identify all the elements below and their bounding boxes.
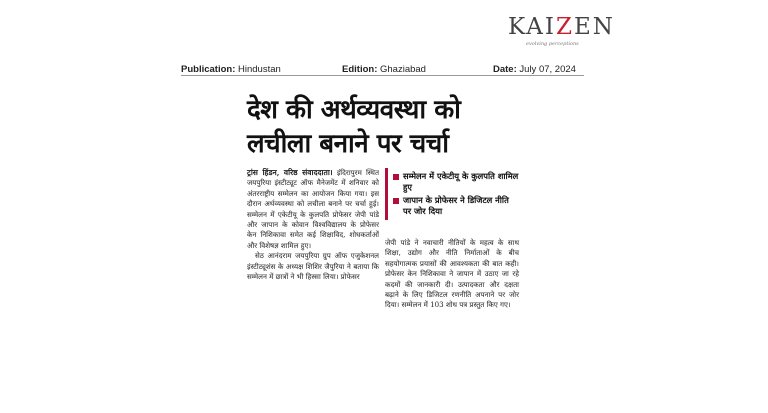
headline-line-2: लचीला बनाने पर चर्चा [247, 129, 449, 159]
bullet-square-icon [393, 174, 399, 180]
logo-tagline: evolving perceptions [526, 41, 579, 47]
highlight-text: सम्मेलन में एकेटीयू के कुलपति शामिल हुए [403, 171, 519, 192]
edition-label: Edition: [342, 64, 378, 75]
date-label: Date: [493, 64, 517, 75]
right-paragraph-1: जेपी पांडे ने नवाचारी नीतियों के महत्व के साथ शिक्षा, उद्योग और नीति निर्माताओं के बीच सहयोगात्मक प्रयासों की आवश्यकता की बात कही। प्रोफेसर केन निशिकावा ने जापान में उठाए जा रहे कदमों की जानकारी दी। उत्पादकता और दक्षता बढ़ाने के लिए डिजिटल रणनीति अपनाने पर जोर दिया। सम्मेलन में 103 शोध पत्र प्रस्तुत किए गए। [385, 238, 519, 310]
news-clipping [247, 90, 519, 352]
date-field [493, 64, 576, 75]
logo-text-z: Z [555, 14, 574, 40]
highlight-item [393, 195, 519, 217]
publication-field [181, 64, 281, 75]
header-divider [181, 75, 584, 76]
byline: ट्रांस हिंडन, वरिष्ठ संवाददाता। [247, 168, 333, 177]
left-paragraph-1: इंदिरापुरम स्थित जयपुरिया इंस्टीट्यूट ऑफ मैनेजमेंट में शनिवार को अंतरराष्ट्रीय सम्मेलन का आयोजन किया गया। इस दौरान अर्थव्यवस्था को लचीला बनाने पर चर्चा हुई। सम्मेलन में एकेटीयू के कुलपति प्रोफेसर जेपी पांडे और जापान के कोवान विश्वविद्यालय के प्रोफेसर केन निशिकावा समेत कई शिक्षाविद, शोधकर्ताओं और विशेषज्ञ शामिल हुए। [247, 168, 379, 250]
logo-text-post: EN [573, 14, 615, 40]
article-column-right [385, 238, 519, 311]
publication-value: Hindustan [238, 64, 281, 75]
left-paragraph-2: सेठ आनंदराम जयपुरिया ग्रुप ऑफ एजुकेशनल इंस्टीट्यूशंस के अध्यक्ष शिशिर जैपुरिया ने बताया कि सम्मेलन में छात्रों ने भी हिस्सा लिया। प्रोफेसर [247, 251, 379, 282]
bullet-square-icon [393, 198, 399, 204]
highlight-text: जापान के प्रोफेसर ने डिजिटल नीति पर जोर दिया [403, 195, 509, 216]
logo-text-pre: KAI [508, 14, 556, 40]
headline-line-1: देश की अर्थव्यवस्था को [247, 95, 461, 125]
date-value: July 07, 2024 [519, 64, 576, 75]
article-column-left [247, 168, 379, 282]
highlight-item [393, 171, 519, 193]
logo-wordmark [508, 14, 615, 40]
highlights-box [385, 168, 519, 220]
publication-label: Publication: [181, 64, 236, 75]
kaizen-logo [508, 14, 616, 54]
edition-value: Ghaziabad [380, 64, 426, 75]
edition-field [342, 64, 426, 75]
